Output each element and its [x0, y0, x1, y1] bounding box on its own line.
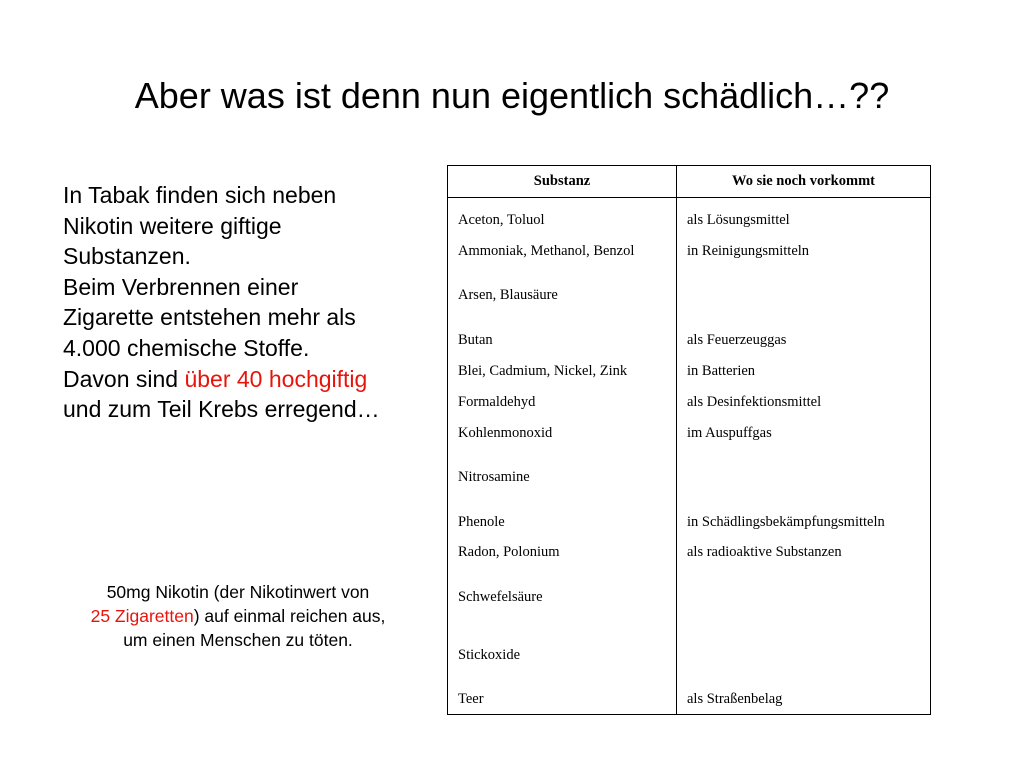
substances-table [447, 165, 931, 715]
note-line: um einen Menschen zu töten. [123, 630, 353, 650]
substance-cell: Nitrosamine [458, 468, 530, 485]
substance-cell: Teer [458, 691, 484, 707]
substance-cell: Kohlenmonoxid [458, 424, 553, 441]
note-line [60, 604, 416, 628]
note-text-normal: ) auf einmal reichen aus, [193, 606, 386, 626]
table-row [448, 448, 931, 492]
note-line: 50mg Nikotin (der Nikotinwert von [106, 582, 370, 602]
intro-line: In Tabak finden sich neben [63, 182, 337, 208]
intro-line: Nikotin weitere giftige [63, 212, 282, 239]
usage-cell: in Schädlingsbekämpfungsmitteln [677, 492, 931, 537]
usage-cell [677, 266, 931, 310]
table-row [448, 567, 931, 612]
usage-cell: in Reinigungsmitteln [677, 235, 931, 266]
highlight-text: 25 Zigaretten [90, 606, 194, 626]
intro-line: Beim Verbrennen einer [63, 273, 299, 300]
usage-cell [677, 567, 931, 612]
table-row [448, 386, 931, 417]
usage-cell: in Batterien [677, 355, 931, 386]
substance-cell: Aceton, Toluol [458, 211, 545, 228]
substance-cell: Formaldehyd [458, 393, 536, 410]
nicotine-note [60, 580, 416, 652]
intro-line: 4.000 chemische Stoffe. [63, 334, 310, 361]
table-row [448, 670, 931, 715]
table-row [448, 417, 931, 448]
intro-line: Substanzen. [63, 243, 191, 270]
substance-cell: Phenole [458, 513, 505, 530]
table-row [448, 235, 931, 266]
header-substance: Substanz [448, 166, 677, 198]
usage-cell: als Desinfektionsmittel [677, 386, 931, 417]
substance-cell: Blei, Cadmium, Nickel, Zink [458, 362, 628, 379]
usage-cell [677, 612, 931, 670]
table-row [448, 310, 931, 355]
table-row [448, 612, 931, 670]
substance-cell: Radon, Polonium [458, 543, 560, 560]
table-header-row [448, 166, 931, 198]
usage-cell: als Lösungsmittel [677, 198, 931, 235]
table-row [448, 492, 931, 537]
substance-cell: Butan [458, 331, 493, 348]
intro-text-normal: Davon sind [63, 365, 185, 392]
usage-cell: als Feuerzeuggas [677, 310, 931, 355]
substance-cell: Arsen, Blausäure [458, 286, 558, 303]
table-row [448, 198, 931, 235]
slide-title: Aber was ist denn nun eigentlich schädlich…?? [134, 75, 890, 116]
intro-line: Zigarette entstehen mehr als [63, 304, 356, 331]
substance-cell: Ammoniak, Methanol, Benzol [458, 242, 635, 259]
usage-cell: als radioaktive Substanzen [677, 537, 931, 567]
highlight-text: über 40 hochgiftig [184, 365, 368, 392]
usage-cell: als Straßenbelag [677, 670, 931, 715]
table-row [448, 266, 931, 310]
header-usage: Wo sie noch vorkommt [677, 166, 931, 198]
intro-line: und zum Teil Krebs erregend… [63, 396, 380, 423]
intro-text [63, 180, 443, 425]
substance-cell: Stickoxide [458, 646, 521, 663]
table-row [448, 537, 931, 567]
substance-cell: Schwefelsäure [458, 588, 543, 605]
intro-line [63, 364, 443, 395]
usage-cell: im Auspuffgas [677, 417, 931, 448]
usage-cell [677, 448, 931, 492]
table-row [448, 355, 931, 386]
